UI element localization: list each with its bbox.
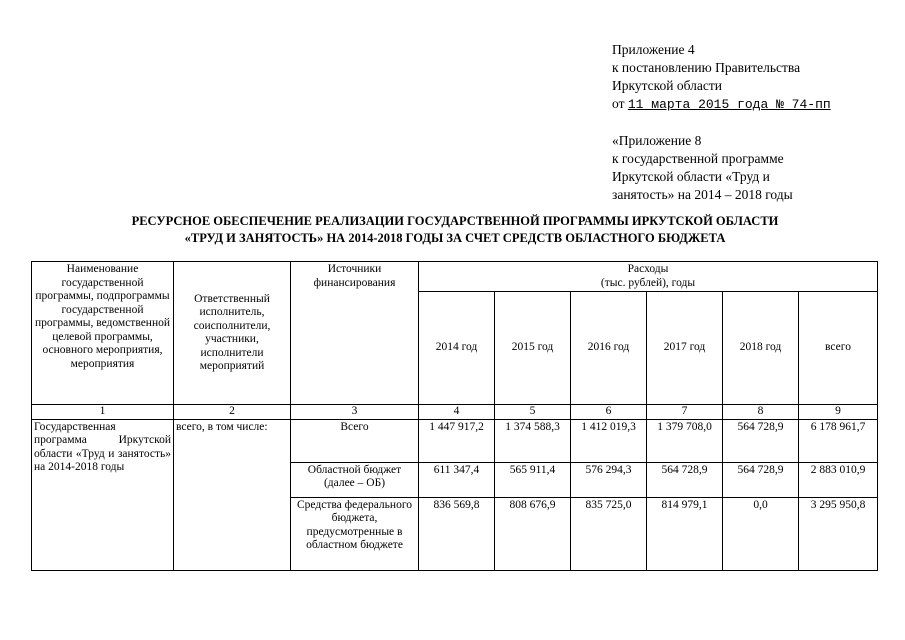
- appendix-4-line3: Иркутской области: [612, 78, 723, 93]
- value-cell: 564 728,9: [723, 419, 799, 462]
- value-cell: 6 178 961,7: [799, 419, 878, 462]
- header-expenses-unit: (тыс. рублей), годы: [600, 276, 696, 289]
- document-title: [30, 213, 880, 247]
- source-cell: Областной бюджет (далее – ОБ): [291, 462, 419, 497]
- column-number: 7: [647, 405, 723, 420]
- appendix-8-block: [612, 132, 793, 204]
- document-title-line1: РЕСУРСНОЕ ОБЕСПЕЧЕНИЕ РЕАЛИЗАЦИИ ГОСУДАРСТВЕННОЙ ПРОГРАММЫ ИРКУТСКОЙ ОБЛАСТИ: [131, 214, 779, 228]
- appendix-4-line2: к постановлению Правительства: [612, 60, 801, 75]
- header-expenses-label: Расходы: [627, 263, 669, 275]
- appendix-4-line1: Приложение 4: [612, 42, 695, 57]
- header-year-2014: 2014 год: [419, 292, 495, 405]
- appendix-4-ot: от: [612, 96, 625, 111]
- value-cell: 1 374 588,3: [495, 419, 571, 462]
- column-number: 1: [32, 405, 174, 420]
- value-cell: 814 979,1: [647, 497, 723, 570]
- header-year-2016: 2016 год: [571, 292, 647, 405]
- column-number: 2: [174, 405, 291, 420]
- appendix-4-block: [612, 41, 831, 114]
- column-number: 3: [291, 405, 419, 420]
- appendix-4-date-line: [612, 95, 831, 114]
- column-number: 8: [723, 405, 799, 420]
- table-row-total: [32, 419, 878, 462]
- budget-table: [31, 261, 878, 571]
- value-cell: 2 883 010,9: [799, 462, 878, 497]
- header-expenses: [419, 262, 878, 292]
- value-cell: 565 911,4: [495, 462, 571, 497]
- column-number: 6: [571, 405, 647, 420]
- value-cell: 1 447 917,2: [419, 419, 495, 462]
- header-year-2018: 2018 год: [723, 292, 799, 405]
- appendix-8-line1: «Приложение 8: [612, 133, 702, 148]
- column-number: 5: [495, 405, 571, 420]
- value-cell: 576 294,3: [571, 462, 647, 497]
- header-source: Источники финансирования: [291, 262, 419, 405]
- value-cell: 1 379 708,0: [647, 419, 723, 462]
- value-cell: 836 569,8: [419, 497, 495, 570]
- appendix-8-line3: Иркутской области «Труд и: [612, 169, 770, 184]
- executor-cell: всего, в том числе:: [174, 419, 291, 570]
- column-number: 9: [799, 405, 878, 420]
- column-number-row: [32, 405, 878, 420]
- appendix-8-line4: занятость» на 2014 – 2018 годы: [612, 187, 793, 202]
- header-executor: Ответственный исполнитель, соисполнители, участники, исполнители мероприятий: [174, 262, 291, 405]
- value-cell: 808 676,9: [495, 497, 571, 570]
- appendix-8-line2: к государственной программе: [612, 151, 784, 166]
- column-number: 4: [419, 405, 495, 420]
- header-year-2017: 2017 год: [647, 292, 723, 405]
- document-title-line2: «ТРУД И ЗАНЯТОСТЬ» НА 2014-2018 ГОДЫ ЗА СЧЕТ СРЕДСТВ ОБЛАСТНОГО БЮДЖЕТА: [184, 231, 726, 245]
- header-row-1: [32, 262, 878, 292]
- program-name-cell: Государственная программа Иркутской области «Труд и занятость» на 2014-2018 годы: [32, 419, 174, 570]
- source-cell: Всего: [291, 419, 419, 462]
- header-name: Наименование государственной программы, подпрограммы государственной программы, ведомственной целевой программы, основного мероприятия, мероприятия: [32, 262, 174, 405]
- value-cell: 0,0: [723, 497, 799, 570]
- header-total: всего: [799, 292, 878, 405]
- value-cell: 564 728,9: [647, 462, 723, 497]
- value-cell: 3 295 950,8: [799, 497, 878, 570]
- value-cell: 1 412 019,3: [571, 419, 647, 462]
- source-cell: Средства федерального бюджета, предусмотренные в областном бюджете: [291, 497, 419, 570]
- header-year-2015: 2015 год: [495, 292, 571, 405]
- resolution-date-number: 11 марта 2015 года № 74-пп: [627, 97, 831, 112]
- value-cell: 611 347,4: [419, 462, 495, 497]
- value-cell: 835 725,0: [571, 497, 647, 570]
- value-cell: 564 728,9: [723, 462, 799, 497]
